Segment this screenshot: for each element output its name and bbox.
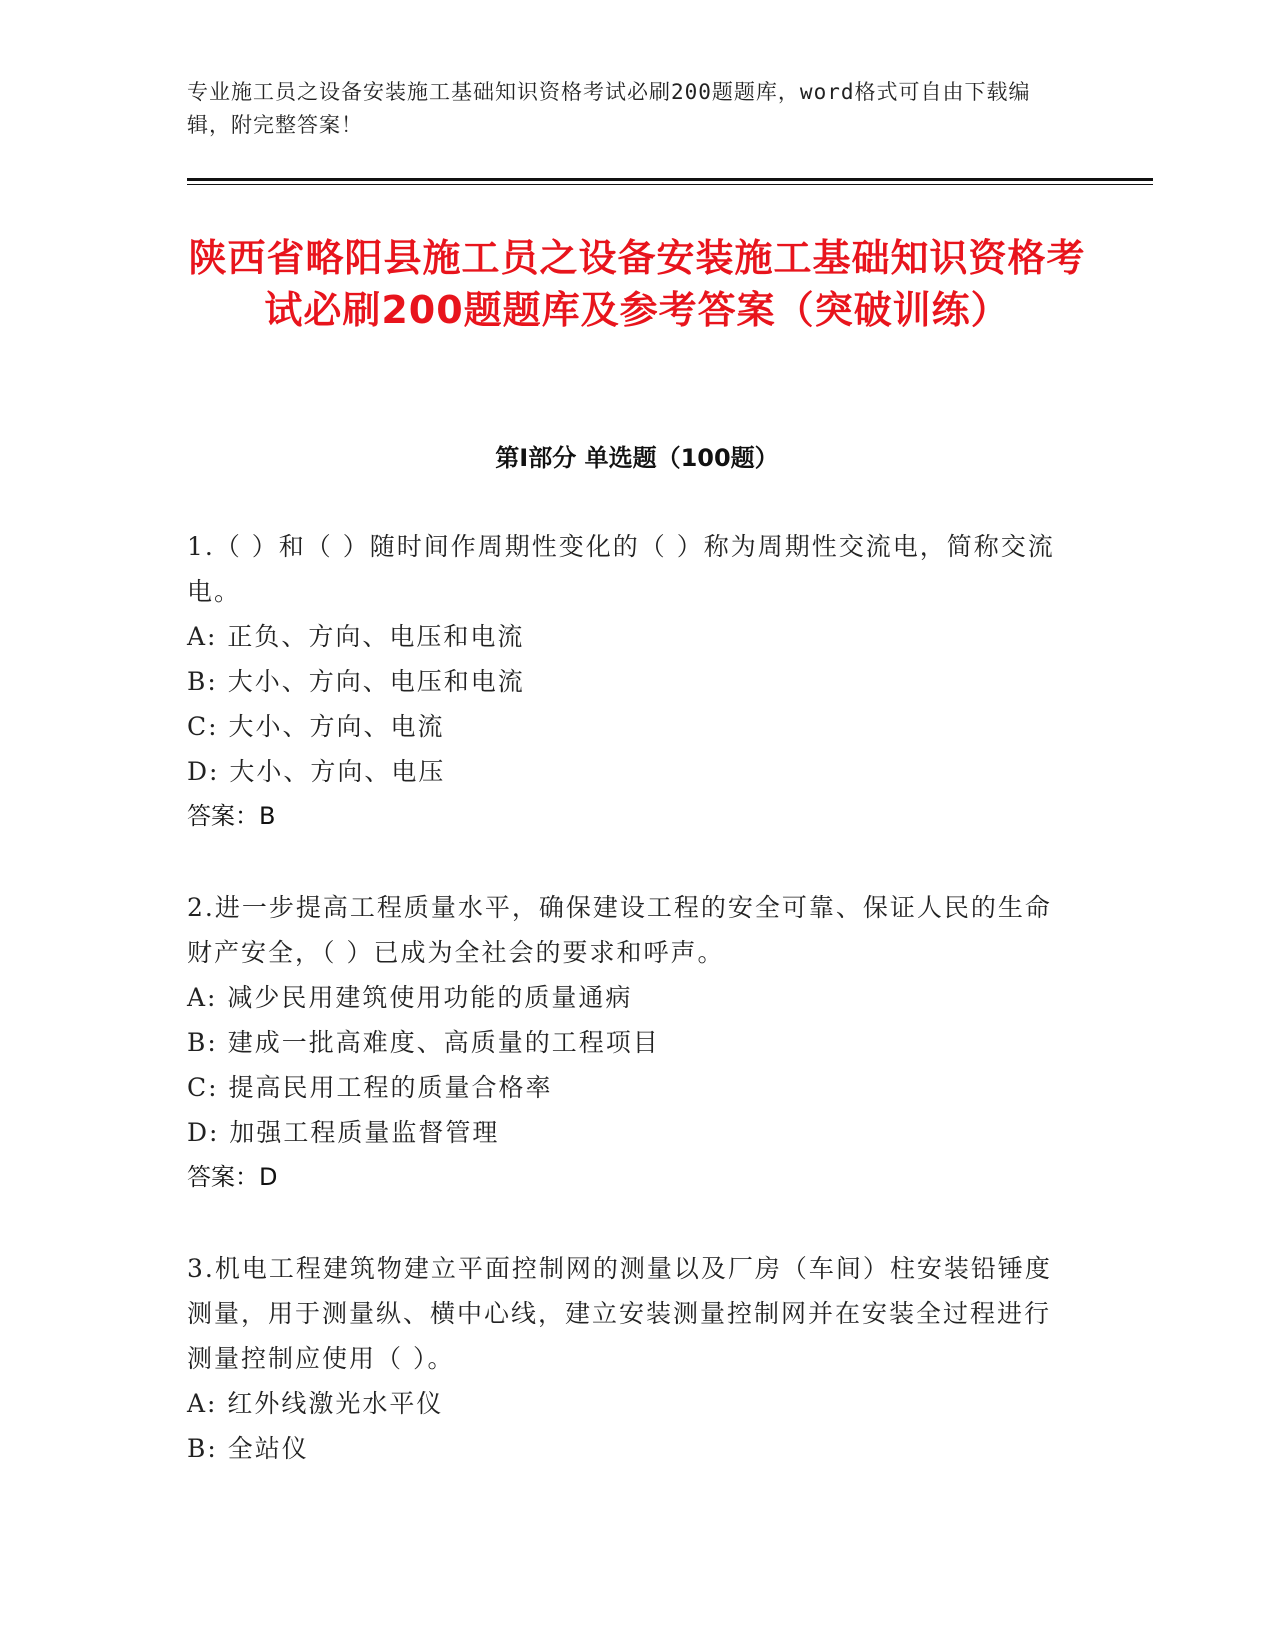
answer: 答案：D: [187, 1163, 278, 1191]
header-divider-thin: [187, 184, 1153, 185]
answer: 答案：B: [187, 802, 276, 830]
option-b: B: 大小、方向、电压和电流: [187, 667, 525, 696]
question-stem: 1.（ ）和（ ）随时间作周期性变化的（ ）称为周期性交流电，简称交流电。: [187, 532, 1055, 606]
question-1: [187, 524, 1067, 839]
option-d: D: 大小、方向、电压: [187, 757, 446, 786]
document-title: 陕西省略阳县施工员之设备安装施工基础知识资格考试必刷200题题库及参考答案（突破训练）: [188, 236, 1086, 332]
question-stem: 3.机电工程建筑物建立平面控制网的测量以及厂房（车间）柱安装铅锤度测量，用于测量纵、横中心线，建立安装测量控制网并在安装全过程进行测量控制应使用（ ）。: [187, 1254, 1052, 1373]
header-note: 专业施工员之设备安装施工基础知识资格考试必刷200题题库，word格式可自由下载编辑，附完整答案！: [187, 80, 1031, 137]
question-stem: 2.进一步提高工程质量水平，确保建设工程的安全可靠、保证人民的生命财产安全，（ ）已成为全社会的要求和呼声。: [187, 893, 1052, 967]
option-d: D: 加强工程质量监督管理: [187, 1118, 500, 1147]
option-b: B: 全站仪: [187, 1434, 309, 1463]
option-a: A: 减少民用建筑使用功能的质量通病: [187, 983, 633, 1012]
option-b: B: 建成一批高难度、高质量的工程项目: [187, 1028, 660, 1057]
question-3: [187, 1246, 1067, 1471]
option-a: A: 红外线激光水平仪: [187, 1389, 444, 1418]
section-heading: 第I部分 单选题（100题）: [495, 444, 779, 472]
option-c: C: 大小、方向、电流: [187, 712, 445, 741]
question-2: [187, 885, 1067, 1200]
header-divider-thick: [187, 178, 1153, 181]
option-c: C: 提高民用工程的质量合格率: [187, 1073, 553, 1102]
option-a: A: 正负、方向、电压和电流: [187, 622, 525, 651]
